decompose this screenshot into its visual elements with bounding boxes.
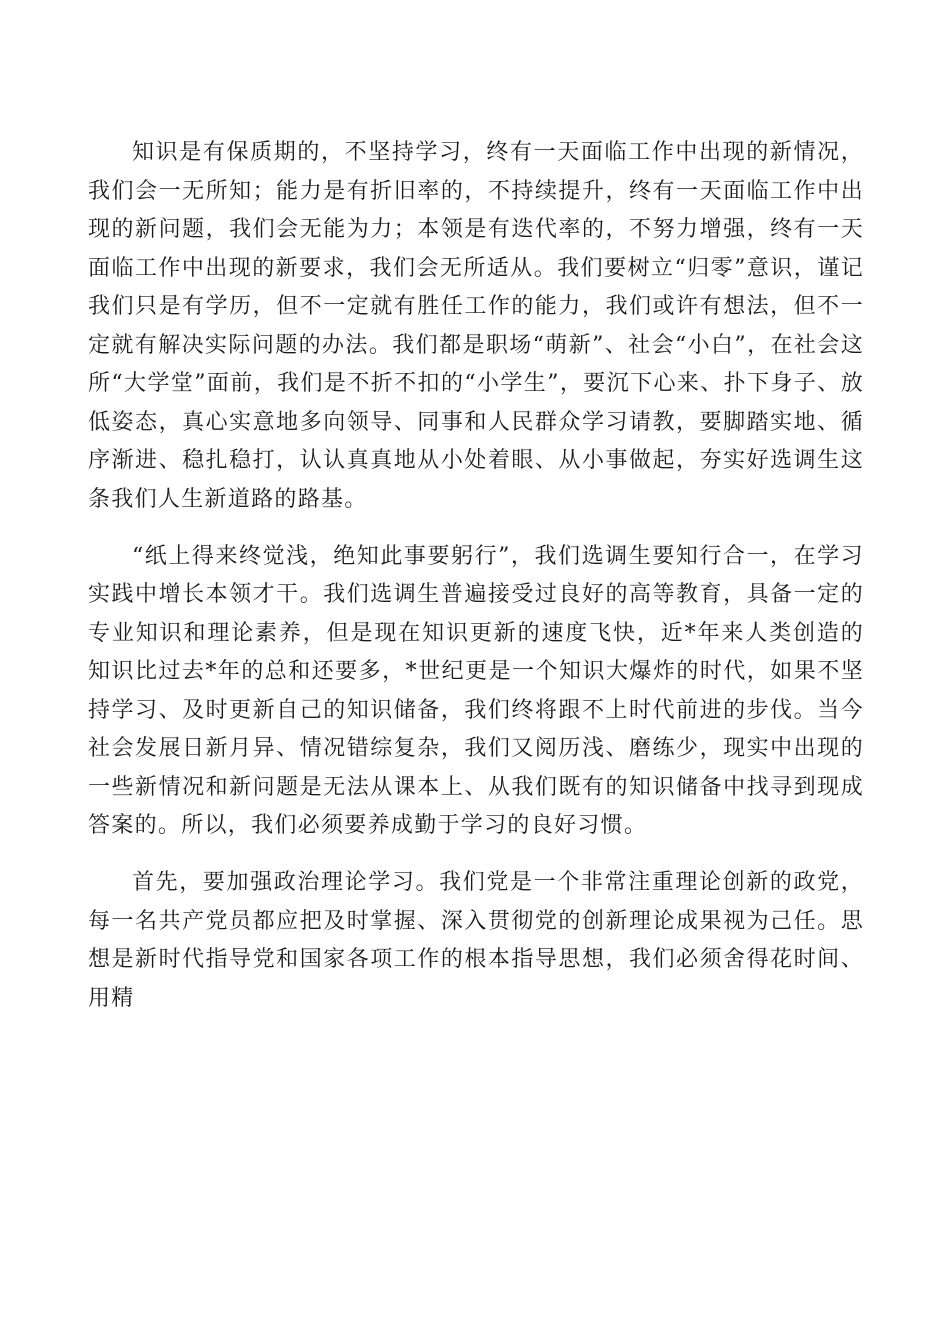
paragraph-knowledge-shelf-life: 知识是有保质期的，不坚持学习，终有一天面临工作中出现的新情况，我们会一无所知；能力是有折旧率的，不持续提升，终有一天面临工作中出现的新问题，我们会无能为力；本领是有迭代率的，不努力增强，终有一天面临工作中出现的新要求，我们会无所适从。我们要树立“归零”意识，谨记我们只是有学历，但不一定就有胜任工作的能力，我们或许有想法，但不一定就有解决实际问题的办法。我们都是职场“萌新”、社会“小白”，在社会这所“大学堂”面前，我们是不折不扣的“小学生”，要沉下心来、扑下身子、放低姿态，真心实意地多向领导、同事和人民群众学习请教，要脚踏实地、循序渐进、稳扎稳打，认认真真地从小处着眼、从小事做起，夯实好选调生这条我们人生新道路的路基。: [88, 140, 864, 512]
paragraph-political-theory: 首先，要加强政治理论学习。我们党是一个非常注重理论创新的政党，每一名共产党员都应把及时掌握、深入贯彻党的创新理论成果视为己任。思想是新时代指导党和国家各项工作的根本指导思想，我们必须舍得花时间、用精: [88, 870, 864, 1011]
paragraph-theory-practice: “纸上得来终觉浅，绝知此事要躬行”，我们选调生要知行合一，在学习实践中增长本领才干。我们选调生普遍接受过良好的高等教育，具备一定的专业知识和理论素养，但是现在知识更新的速度飞快，近*年来人类创造的知识比过去*年的总和还要多，*世纪更是一个知识大爆炸的时代，如果不坚持学习、及时更新自己的知识储备，我们终将跟不上时代前进的步伐。当今社会发展日新月异、情况错综复杂，我们又阅历浅、磨练少，现实中出现的一些新情况和新问题是无法从课本上、从我们既有的知识储备中找寻到现成答案的。所以，我们必须要养成勤于学习的良好习惯。: [88, 543, 864, 838]
document-body: [88, 134, 864, 1018]
